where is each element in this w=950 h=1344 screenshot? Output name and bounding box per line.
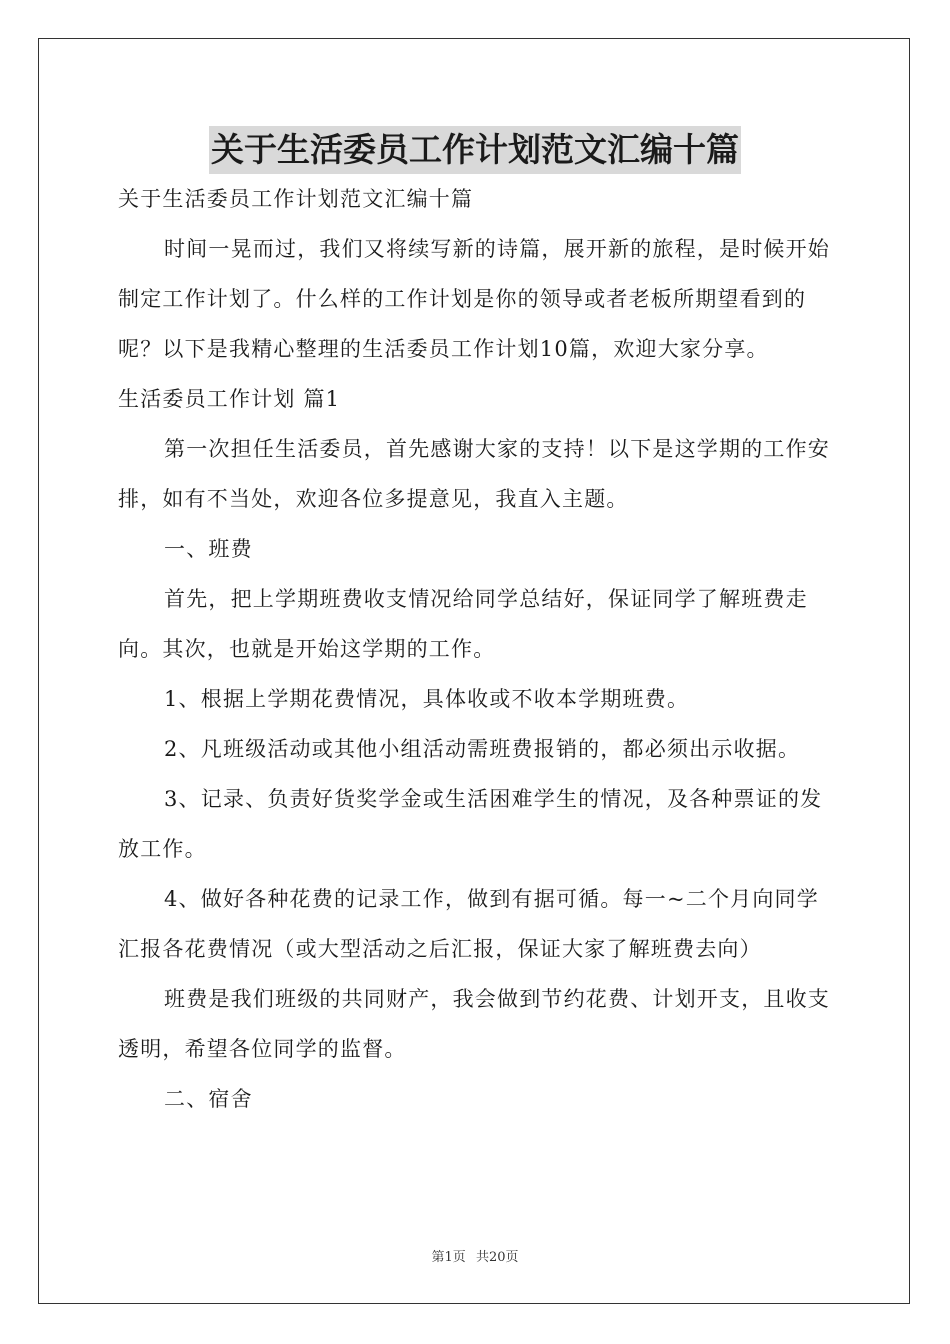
paragraph: 4、做好各种花费的记录工作，做到有据可循。每一~二个月向同学汇报各花费情况（或大型活动之后汇报，保证大家了解班费去向） — [118, 887, 819, 961]
paragraph: 首先，把上学期班费收支情况给同学总结好，保证同学了解班费走向。其次，也就是开始这学期的工作。 — [118, 587, 808, 661]
paragraph: 班费是我们班级的共同财产，我会做到节约花费、计划开支，且收支透明，希望各位同学的监督。 — [118, 987, 830, 1061]
page-number: 第1页 — [431, 1250, 466, 1265]
title-container — [0, 126, 950, 174]
paragraph: 2、凡班级活动或其他小组活动需班费报销的，都必须出示收据。 — [164, 737, 801, 761]
paragraph: 二、宿舍 — [164, 1087, 253, 1111]
document-title: 关于生活委员工作计划范文汇编十篇 — [209, 126, 741, 174]
paragraph: 3、记录、负责好货奖学金或生活困难学生的情况，及各种票证的发放工作。 — [118, 787, 823, 861]
paragraph: 1、根据上学期花费情况，具体收或不收本学期班费。 — [164, 687, 690, 711]
paragraph: 第一次担任生活委员，首先感谢大家的支持！以下是这学期的工作安排，如有不当处，欢迎各位多提意见，我直入主题。 — [118, 437, 830, 511]
paragraph: 生活委员工作计划 篇1 — [118, 387, 341, 411]
page-footer — [0, 1246, 950, 1265]
paragraph: 时间一晃而过，我们又将续写新的诗篇，展开新的旅程，是时候开始制定工作计划了。什么样的工作计划是你的领导或者老板所期望看到的呢？以下是我精心整理的生活委员工作计划10篇，欢迎大家分享。 — [118, 237, 830, 361]
page-total: 共20页 — [475, 1250, 519, 1265]
paragraph: 一、班费 — [164, 537, 253, 561]
document-body — [118, 174, 834, 1124]
paragraph: 关于生活委员工作计划范文汇编十篇 — [118, 187, 474, 211]
